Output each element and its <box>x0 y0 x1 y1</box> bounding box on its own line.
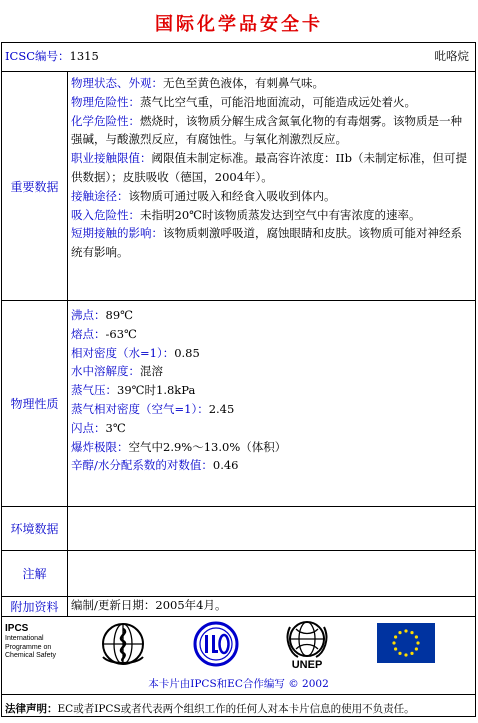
legal-label: 法律声明： <box>5 703 58 715</box>
icsc-row <box>2 43 475 71</box>
eu-star-icon <box>404 629 407 632</box>
physical-item <box>71 419 472 438</box>
unep-label: UNEP <box>291 659 323 671</box>
important-item-value: 无色至黄色液体，有刺鼻气味。 <box>163 76 324 90</box>
ipcs-logo-text <box>5 623 71 661</box>
physical-item-value: 89℃ <box>105 308 133 322</box>
physical-item-value: -63℃ <box>105 326 137 341</box>
important-item <box>71 74 472 93</box>
physical-item <box>71 438 472 457</box>
physical-properties-section <box>2 300 475 506</box>
physical-item-key: 熔点： <box>71 326 106 341</box>
eu-star-icon <box>416 641 419 644</box>
physical-item <box>71 325 472 344</box>
physical-item-key: 爆炸极限： <box>71 439 129 454</box>
icsc-number <box>5 48 99 64</box>
physical-item <box>71 381 472 400</box>
physical-item-key: 沸点： <box>71 308 106 322</box>
physical-item-key: 蒸气压： <box>71 383 117 398</box>
physical-item <box>71 306 472 325</box>
important-item-value: 未指明20℃时该物质蒸发达到空气中有害浓度的速率。 <box>140 207 421 222</box>
important-item-key: 接触途径： <box>71 188 129 203</box>
eu-star-icon <box>404 653 407 656</box>
physical-item <box>71 456 472 475</box>
eu-star-icon <box>415 647 418 650</box>
important-data-section <box>2 71 475 300</box>
section-label-notes: 注解 <box>2 551 68 596</box>
legal-notice-row <box>2 694 475 718</box>
important-item-value: 阈限值未制定标准。最高容许浓度：IIb（未制定标准，但可提供数据）；皮肤吸收（德国，2004年）。 <box>71 151 467 184</box>
chemical-safety-card <box>1 42 476 717</box>
ipcs-title: IPCS <box>5 623 29 634</box>
physical-item-value: 2.45 <box>208 401 235 416</box>
physical-item-key: 蒸气相对密度（空气=1）： <box>71 401 209 416</box>
unep-logo-icon <box>286 619 328 659</box>
section-label-additional: 附加资料 <box>2 597 68 616</box>
physical-item <box>71 362 472 381</box>
eu-star-icon <box>410 652 413 655</box>
physical-item-key: 辛醇/水分配系数的对数值： <box>71 458 213 473</box>
physical-item-key: 闪点： <box>71 420 106 435</box>
logos-area <box>2 617 475 694</box>
important-item-key: 短期接触的影响： <box>71 226 163 241</box>
eu-star-icon <box>394 647 397 650</box>
important-item <box>71 206 472 225</box>
section-label-physical: 物理性质 <box>2 301 68 506</box>
important-item <box>71 112 472 150</box>
legal-text: EC或者IPCS或者代表两个组织工作的任何人对本卡片信息的使用不负责任。 <box>57 703 415 715</box>
ilo-logo-icon <box>192 620 240 668</box>
important-item-value: 蒸气比空气重，可能沿地面流动，可能造成远处着火。 <box>140 94 416 109</box>
who-logo-icon <box>100 621 146 667</box>
important-item-key: 职业接触限值： <box>71 151 152 166</box>
icsc-label: ICSC编号： <box>5 49 70 63</box>
environment-content <box>68 507 475 550</box>
eu-star-icon <box>392 641 395 644</box>
section-label-environment: 环境数据 <box>2 507 68 550</box>
physical-item-value: 0.46 <box>212 458 239 473</box>
physical-item-key: 水中溶解度： <box>71 364 140 379</box>
important-item-value: 该物质刺激呼吸道，腐蚀眼睛和皮肤。该物质可能对神经系统有影响。 <box>71 226 462 260</box>
section-label-important: 重要数据 <box>2 72 68 300</box>
additional-info-content: 编制/更新日期：2005年4月。 <box>71 598 227 612</box>
physical-item-value: 混溶 <box>140 364 163 379</box>
card-title: 国际化学品安全卡 <box>155 14 323 35</box>
ipcs-line-3: Chemical Safety <box>5 652 56 659</box>
chemical-name: 吡咯烷 <box>434 49 469 63</box>
eu-star-icon <box>394 635 397 638</box>
eu-star-icon <box>398 631 401 634</box>
important-item-value: 该物质可通过吸入和经食入吸收到体内。 <box>128 188 336 203</box>
eu-star-icon <box>398 652 401 655</box>
important-item <box>71 93 472 112</box>
card-credit: 本卡片由IPCS和EC合作编写 © 2002 <box>148 678 329 690</box>
physical-item-value: 0.85 <box>174 345 200 360</box>
physical-item-value: 3℃ <box>105 420 126 435</box>
ipcs-line-1: International <box>5 635 44 642</box>
physical-item-key: 相对密度（水=1）： <box>71 345 175 360</box>
environment-section <box>2 506 475 550</box>
notes-content <box>68 551 475 596</box>
important-item <box>71 224 472 262</box>
eu-star-icon <box>410 631 413 634</box>
physical-item <box>71 344 472 363</box>
important-item-key: 物理危险性： <box>71 94 140 109</box>
important-item-key: 物理状态、外观： <box>71 76 163 90</box>
icsc-value: 1315 <box>69 49 99 63</box>
important-item-key: 化学危险性： <box>71 113 140 128</box>
important-item <box>71 187 472 206</box>
important-item-key: 吸入危险性： <box>71 207 140 222</box>
physical-item-value: 空气中2.9%～13.0%（体积） <box>128 439 287 454</box>
eu-star-icon <box>415 635 418 638</box>
physical-item-value: 39℃时1.8kPa <box>117 383 196 398</box>
physical-properties-content <box>68 301 475 506</box>
important-item-value: 燃烧时，该物质分解生成含氮氧化物的有毒烟雾。该物质是一种强碱，与酸激烈反应，有腐蚀性。与氧化剂激烈反应。 <box>71 113 462 147</box>
eu-flag-icon <box>377 623 435 663</box>
additional-info-section <box>2 596 475 616</box>
important-data-content <box>68 72 475 300</box>
notes-section <box>2 550 475 596</box>
ipcs-line-2: Programme on <box>5 643 52 651</box>
important-item <box>71 149 472 187</box>
physical-item <box>71 400 472 419</box>
logos-row <box>2 616 475 694</box>
